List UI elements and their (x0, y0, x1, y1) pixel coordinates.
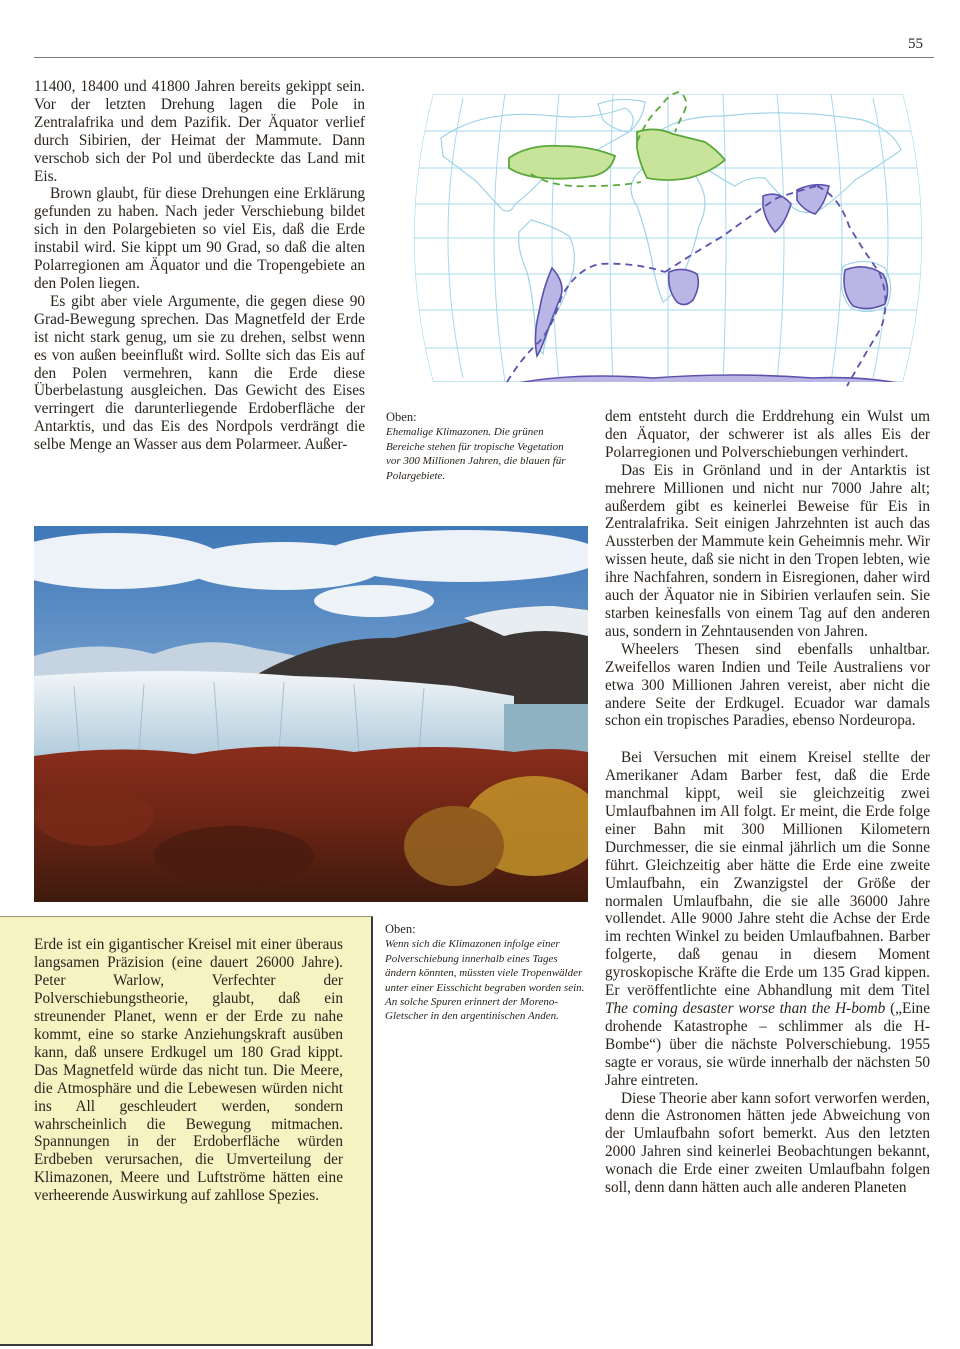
paleoclimate-world-map (393, 86, 943, 390)
photo-caption-text: Wenn sich die Klimazonen infolge einer Polverschiebung innerhalb eines Tages ändern könnten, müssten viele Tropenwälder unter einer Eisschicht begraben worden sein. An solche Spuren erinnert der Moreno-Gletscher in den argentinischen Anden. (385, 938, 585, 1023)
right-paragraph-4 (605, 749, 930, 1089)
barber-text-continued: („Eine drohende Katastrophe – schlimmer als die H-Bombe“) über die nächste Polverschiebung. 1955 sagte er voraus, sie würde innerhalb der nächsten 50 Jahre eintreten. (605, 1000, 930, 1089)
left-column (34, 78, 365, 454)
moreno-glacier-photo (34, 526, 588, 902)
photo-caption-label: Oben: (385, 922, 416, 936)
left-paragraph-3: Es gibt aber viele Argumente, die gegen diese 90 Grad-Bewegung sprechen. Das Magnetfeld der Erde ist nicht stark genug, um sie zu drehen, selbst wenn es von außen beeinflußt wird. Sollte sich das Eis auf den Polen vermehren, kann die Erde diese Überbelastung ausgleichen. Das Gewicht des Eises verringert die darunterliegende Erdoberfläche der Antarktis, und das Eis des Nordpols verdrängt die selbe Menge an Wasser aus dem Polarmeer. Außer- (34, 292, 365, 454)
photo-caption (385, 922, 585, 1024)
info-box-text: Erde ist ein gigantischer Kreisel mit einer überaus langsamen Präzision (eine dauert 26000 Jahre). Peter Warlow, Verfechter der Polverschiebungstheorie, glaubt, daß ein streunender Planet, wenn er der Erde zu nahe kommt, eine so starke Anziehungskraft ausüben kann, daß unsere Erdkugel um 180 Grad kippt. Das Magnetfeld würde das nicht tun. Die Meere, die Atmosphäre und die Lebewesen würden nicht ins All geschleudert werden, sondern wahrscheinlich die Bewegung mitmachen. Spannungen in der Erdoberfläche würden Erdbeben verursachen, die Umverteilung der Klimazonen, Meere und Luftströme hätten eine verheerende Auswirkung auf zahllose Spezies. (34, 936, 343, 1205)
right-column (605, 408, 930, 1197)
page-number: 55 (908, 36, 923, 52)
right-paragraph-5: Diese Theorie aber kann sofort verworfen werden, denn die Astronomen hätten jede Abweichung von der Umlaufbahn sofort bemerkt. Aus den letzten 2000 Jahren sind keinerlei Beobachtungen bekannt, wonach die Erde einer zweiten Umlaufbahn folgen soll, denn dann hätten auch alle anderen Planeten (605, 1089, 930, 1197)
map-caption-label: Oben: (386, 410, 417, 424)
right-paragraph-1: dem entsteht durch die Erddrehung ein Wulst um den Äquator, der schwerer ist als alles Eis der Polarregionen und Polverschiebungen verhindert. (605, 408, 930, 461)
header-rule (34, 57, 934, 58)
map-caption (386, 410, 574, 483)
left-paragraph-1: 11400, 18400 und 41800 Jahren bereits gekippt sein. Vor der letzten Drehung lagen die Pole in Zentralafrika und dem Pazifik. Der Äquator verlief durch Sibirien, der Heimat der Mammute. Dann verschob sich der Pol und überdeckte das Land mit Eis. (34, 78, 365, 185)
info-box-text-container (34, 936, 343, 1205)
map-caption-text: Ehemalige Klimazonen. Die grünen Bereiche stehen für tropische Vegetation vor 300 Millionen Jahren, die blauen für Polargebiete. (386, 426, 566, 482)
right-paragraph-3: Wheelers Thesen sind ebenfalls unhaltbar. Zweifellos waren Indien und Teile Australiens vor etwa 300 Millionen Jahren vereist, aber nicht die andere Seite der Erdkugel. Ecuador war damals schon ein tropisches Paradies, ebenso Nordeuropa. (605, 640, 930, 730)
right-paragraph-2: Das Eis in Grönland und in der Antarktis ist mehrere Millionen und nicht nur 7000 Jahre alt; außerdem gibt es keinerlei Beweise für Eis in Zentralafrika. Seit einigen Jahrzehnten ist auch das Aussterben der Mammute kein Geheimnis mehr. Wir wissen heute, daß sie nicht in den Tropen lebten, wie ihre Nachfahren, sondern in Eisregionen, daher wird auch der Äquator nie in Sibirien verlaufen sein. Sie starben keinesfalls von einem Tag auf den anderen aus, sondern in Zehntausenden von Jahren. (605, 461, 930, 640)
publication-title: The coming desaster worse than the H-bomb (605, 1000, 886, 1017)
tropical-zones (509, 129, 725, 180)
barber-text: Bei Versuchen mit einem Kreisel stellte der Amerikaner Adam Barber fest, daß die Erde manchmal kippt, weil sie gleichzeitig zwei Umlaufbahnen im All folgt. Er meint, die Erde folge einer Bahn mit 300 Millionen Kilometern Durchmesser, die sie einmal jährlich um die Sonne führt. Gleichzeitig aber hätte die Erde eine zweite Umlaufbahn, ein Zwanzigstel der Größe der normalen Umlaufbahn, die sie alle 36000 Jahre vollendet. Alle 9000 Jahre steht die Achse der Erde im rechten Winkel zu beiden Umlaufbahnen. Barber folgerte, daß genau in diesem Moment gyroskopische Kräfte die Erde um 135 Grad kippen. Er veröffentlichte eine Abhandlung mit dem Titel (605, 749, 930, 1000)
left-paragraph-2: Brown glaubt, für diese Drehungen eine Erklärung gefunden zu haben. Nach jeder Verschiebung bildet sich in den Polargebieten so viel Eis, daß die Erde instabil wird. Sie kippt um 90 Grad, so daß die alten Polarregionen am Äquator und die Tropengebiete an den Polen liegen. (34, 185, 365, 292)
